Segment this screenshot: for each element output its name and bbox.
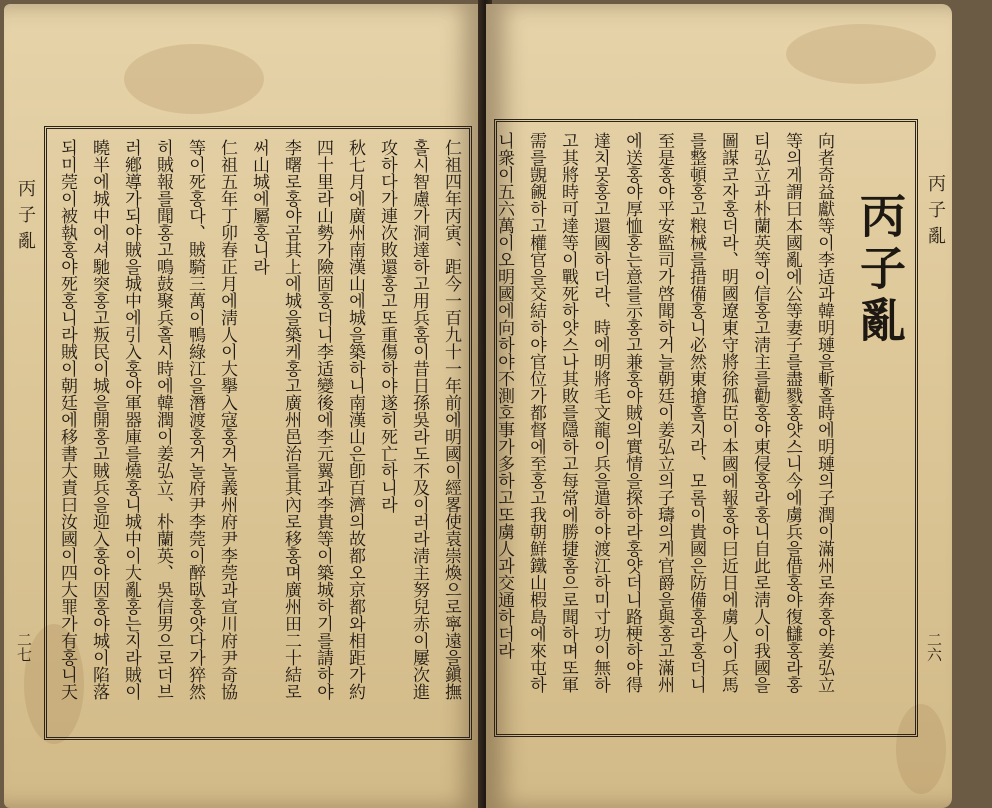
text-column: 攻하다가連次敗還홍고또重傷하야遂히死亡하니라 [377, 139, 397, 513]
left-page [4, 4, 482, 808]
left-margin-title: 丙子亂 [15, 179, 36, 257]
text-column: 四十里라山勢가險固홍더니李适變後에李元翼과李貴等이築城하기를請하야 [313, 139, 333, 700]
text-column: 需를覬覦하고權官을交結하야官位가都督에至홍고我朝鮮鐵山椵島에來屯하 [526, 132, 546, 693]
right-text-frame [494, 119, 918, 737]
text-column: 되미莞이被執홍야死홍니라賊이朝廷에移書大責曰汝國이四大罪가有홍니天 [57, 139, 77, 700]
right-page [486, 4, 952, 808]
right-margin-title: 丙子亂 [925, 174, 946, 252]
text-column: 에送홍야厚恤홍는意를示홍고兼홍야賊의實情을探하라홍얏더니路梗하야得 [622, 132, 642, 693]
text-column: 티弘立과朴蘭英等이信홍고淸主를勸홍야東侵홍라홍니自此로淸人이我國을 [750, 132, 770, 693]
text-column: 히賊報를聞홍고鳴鼓聚兵홀시時에韓潤이姜弘立、朴蘭英、吳信男으로더브 [153, 139, 173, 700]
text-column: 써山城에屬홍니라 [249, 139, 269, 275]
text-column: 고其將時可達等이戰死하얏스나其敗를隱하고每常에勝捷홈으로聞하며또軍 [558, 132, 578, 693]
text-column: 向者奇益獻等이李适과韓明璉을斬홀時에明璉의子潤이滿州로奔홍야姜弘立 [814, 132, 834, 693]
right-page-number: 二六 [925, 632, 943, 662]
left-page-number: 二七 [15, 632, 33, 662]
text-column: 等의게謂曰本國亂에公等妻子를盡戮홍얏스니今에虜兵을借홍야復讎홍라홍 [782, 132, 802, 693]
left-text-frame [44, 126, 472, 740]
text-column: 李曙로홍야곰其上에城을築케홍고廣州邑治를其內로移홍며廣州田二十結로 [281, 139, 301, 700]
text-column: 達치못홍고還國하더라、時에明將毛文龍이兵을遣하야渡江하미寸功이無하 [590, 132, 610, 693]
text-column: 홀시智慮가洞達하고用兵홈이昔日孫吳라도不及이러라淸主努兒赤이屢次進 [409, 139, 429, 700]
text-column: 等이死홍다、賊騎三萬이鴨綠江을潛渡홍거놀府尹李莞이醉臥홍얏다가猝然 [185, 139, 205, 700]
section-heading: 丙子亂 [853, 192, 907, 348]
text-column: 至是홍야平安監司가啓聞하거늘朝廷이姜弘立의子璹의게官爵을與홍고滿州 [654, 132, 674, 693]
text-column: 니衆이五六萬이오明國에向하야不測호事가多하고또虜人과交通하더라 [494, 132, 514, 659]
text-column: 를整頓홍고粮械를措備홍니必然東搶홀지라、모롬이貴國은防備홍라홍더니 [686, 132, 706, 693]
text-column: 仁祖四年丙寅、距今一百九十一年前에明國이經畧使袁崇煥으로寧遠을鎭撫 [441, 139, 461, 700]
text-column: 러鄕導가되야賊을城中에引入홍야軍器庫를燒홍니城中이大亂홍는지라賊이 [121, 139, 141, 700]
text-column: 圖謀코자홍더라、明國遼東守將徐孤臣이本國에報홍야曰近日에虜人이兵馬 [718, 132, 738, 693]
text-column: 曉半에城中에셔馳突홍고叛民이城을開홍고賊兵을迎入홍야因홍야城이陷落 [89, 139, 109, 700]
text-column: 仁祖五年丁卯春正月에淸人이大擧入寇홍거놀義州府尹李莞과宣川府尹奇協 [217, 139, 237, 700]
text-column: 秋七月에廣州南漢山에城을築하니南漢山은卽百濟의故都오京都와相距가約 [345, 139, 365, 700]
